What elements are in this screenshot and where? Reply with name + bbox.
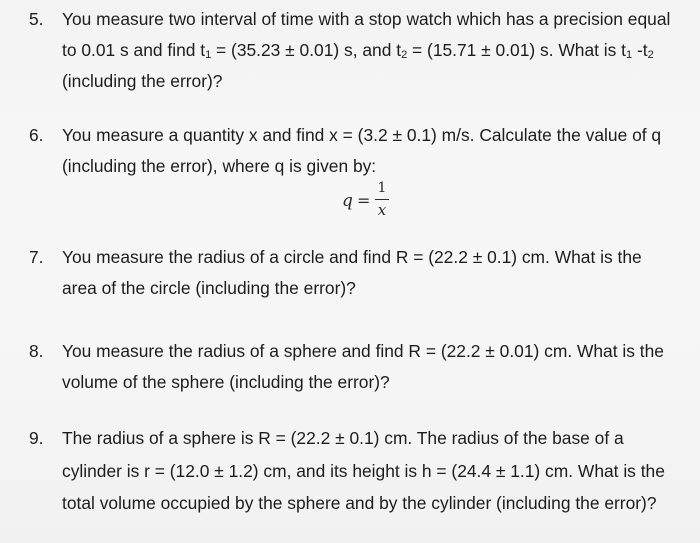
question-line bbox=[62, 35, 654, 66]
question-text: You measure the radius of a circle and find R = (22.2 ± 0.1) cm. What is the bbox=[62, 247, 642, 267]
formula-equals: = bbox=[357, 191, 371, 210]
subscript: 2 bbox=[647, 49, 654, 61]
formula-denominator: x bbox=[377, 201, 387, 219]
question-line bbox=[62, 367, 390, 398]
formula-numerator: 1 bbox=[377, 180, 387, 196]
question-number: 7. bbox=[29, 247, 44, 267]
question-line bbox=[62, 151, 376, 182]
question-line bbox=[62, 488, 657, 519]
question-text: You measure a quantity x and find x = (3.2 ± 0.1) m/s. Calculate the value of q bbox=[62, 125, 662, 145]
question-line bbox=[62, 273, 356, 304]
question-line bbox=[62, 242, 642, 273]
fraction-bar bbox=[375, 199, 389, 200]
question-line bbox=[62, 456, 665, 487]
question-text: (including the error)? bbox=[62, 71, 223, 91]
question-text: The radius of a sphere is R = (22.2 ± 0.1) cm. The radius of the base of a bbox=[62, 428, 624, 448]
question-number: 9. bbox=[29, 428, 44, 448]
question-line bbox=[62, 423, 624, 454]
question-text: (including the error), where q is given by: bbox=[62, 156, 377, 176]
question-text: volume of the sphere (including the error)? bbox=[62, 372, 390, 392]
question-text: area of the circle (including the error)? bbox=[62, 278, 356, 298]
question-text: You measure the radius of a sphere and find R = (22.2 ± 0.01) cm. What is the bbox=[62, 341, 664, 361]
question-text: to 0.01 s and find t bbox=[62, 40, 206, 60]
question-text: You measure two interval of time with a stop watch which has a precision equal bbox=[62, 9, 671, 29]
question-number: 6. bbox=[29, 125, 44, 145]
question-text: total volume occupied by the sphere and by the cylinder (including the error)? bbox=[62, 493, 657, 513]
question-text: -t bbox=[632, 40, 648, 60]
question-line bbox=[62, 120, 661, 151]
question-line bbox=[62, 336, 664, 367]
question-text: = (35.23 ± 0.01) s, and t bbox=[211, 40, 402, 60]
subscript: 1 bbox=[626, 49, 633, 61]
question-line bbox=[62, 66, 222, 97]
question-number: 8. bbox=[29, 341, 44, 361]
question-number: 5. bbox=[29, 9, 44, 29]
question-text: = (15.71 ± 0.01) s. What is t bbox=[407, 40, 627, 60]
question-text: cylinder is r = (12.0 ± 1.2) cm, and its height is h = (24.4 ± 1.1) cm. What is the bbox=[62, 461, 665, 481]
formula-q-equals-one-over-x bbox=[342, 182, 402, 228]
subscript: 2 bbox=[401, 49, 408, 61]
formula-lhs: q bbox=[342, 191, 353, 211]
subscript: 1 bbox=[205, 49, 212, 61]
question-line bbox=[62, 4, 670, 35]
